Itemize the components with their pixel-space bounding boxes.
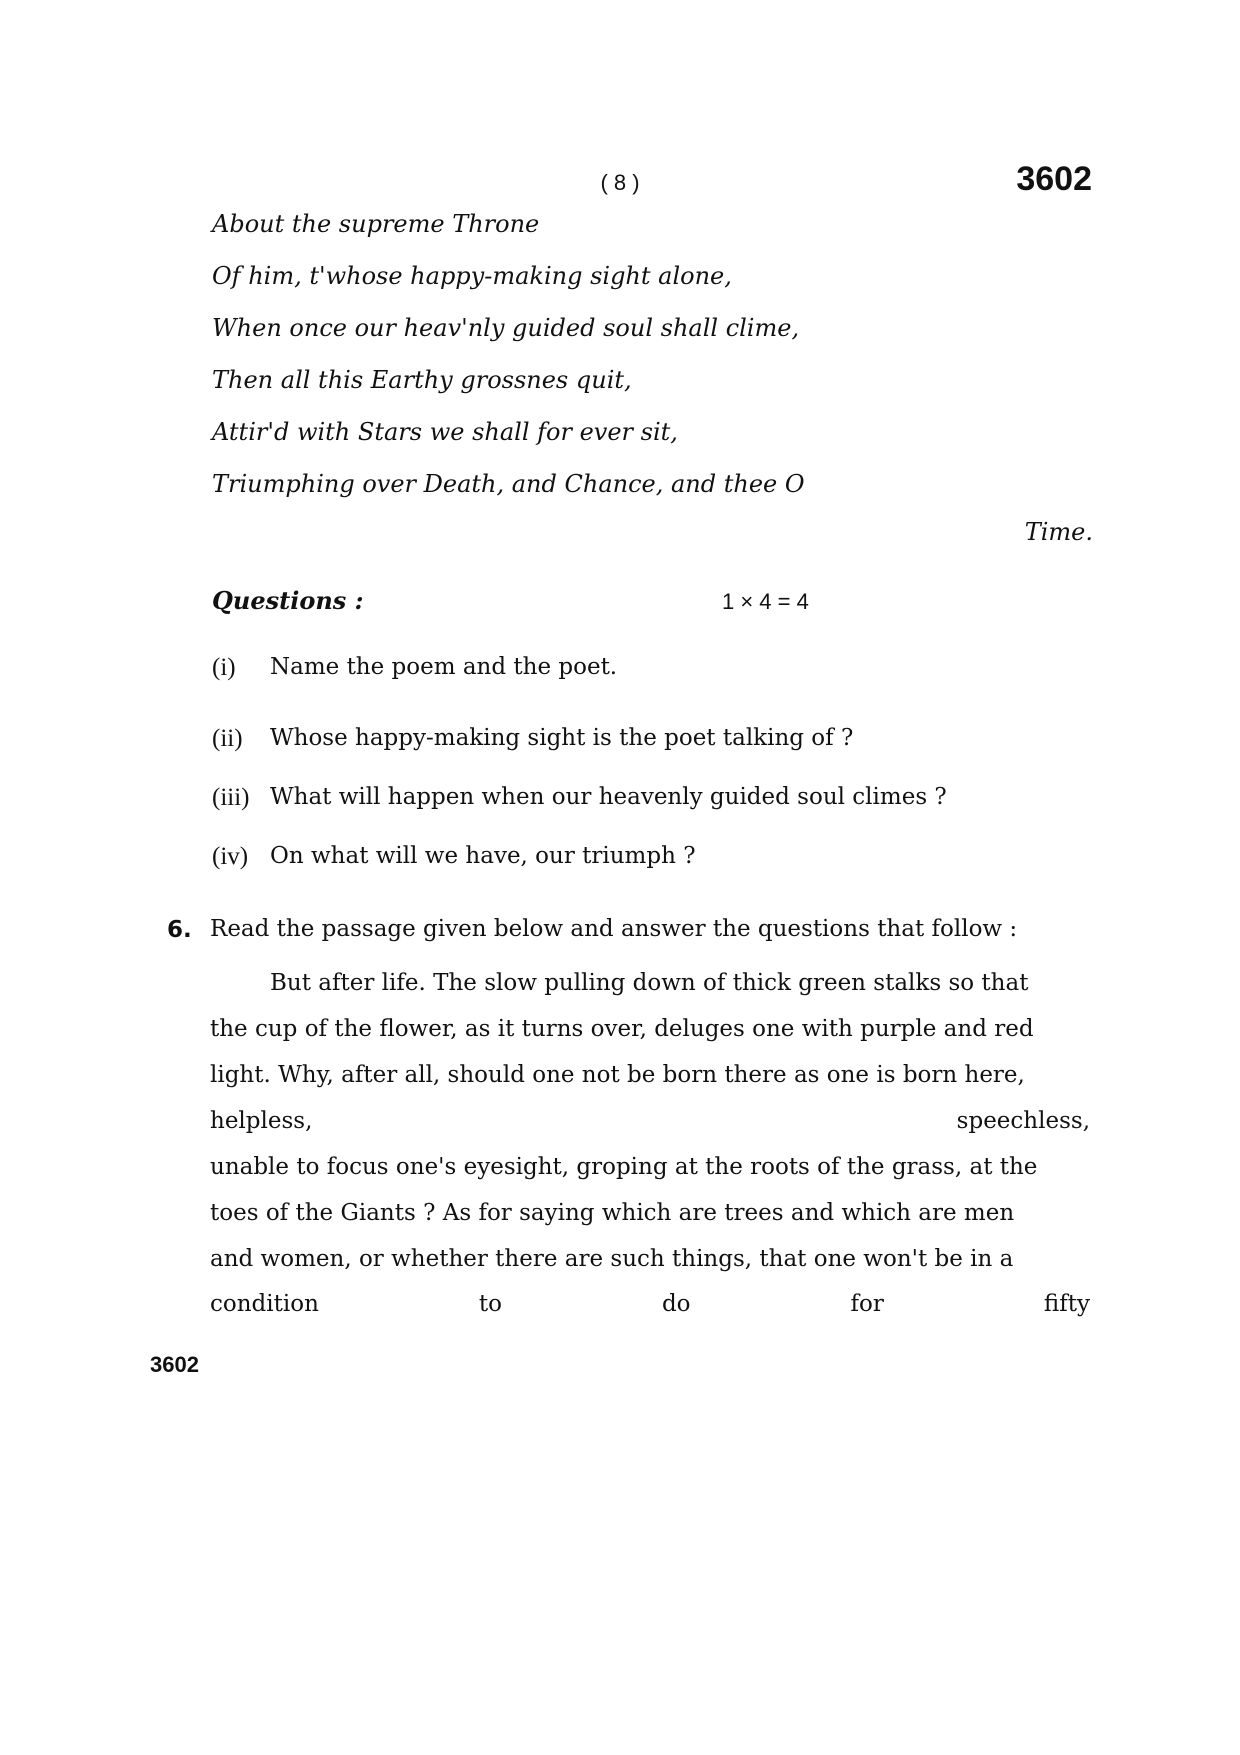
passage-line-spread bbox=[210, 1291, 1090, 1317]
poem-line: About the supreme Throne bbox=[212, 210, 540, 238]
poem-line: Attir'd with Stars we shall for ever sit, bbox=[212, 418, 678, 446]
poem-line: Of him, t'whose happy-making sight alone, bbox=[212, 262, 732, 290]
question-number: (iv) bbox=[212, 843, 249, 870]
passage-word: speechless, bbox=[956, 1108, 1090, 1134]
passage-line: light. Why, after all, should one not be born there as one is born here, bbox=[210, 1062, 1025, 1088]
question-number: (i) bbox=[212, 654, 236, 681]
question-6-instruction: Read the passage given below and answer the questions that follow : bbox=[210, 916, 1018, 942]
passage-line: and women, or whether there are such things, that one won't be in a bbox=[210, 1246, 1014, 1272]
passage-line: unable to focus one's eyesight, groping at the roots of the grass, at the bbox=[210, 1154, 1038, 1180]
question-6-number: 6. bbox=[167, 917, 192, 943]
passage-line-spread bbox=[210, 1108, 1090, 1134]
passage-word: helpless, bbox=[210, 1108, 313, 1134]
question-text: On what will we have, our triumph ? bbox=[270, 843, 696, 869]
poem-line-tail: Time. bbox=[1024, 518, 1093, 546]
paper-code-footer: 3602 bbox=[150, 1352, 199, 1377]
marks-allocation: 1 × 4 = 4 bbox=[722, 589, 809, 614]
passage-word: fifty bbox=[1043, 1291, 1090, 1317]
passage-word: do bbox=[661, 1291, 691, 1317]
questions-heading: Questions : bbox=[212, 586, 364, 615]
poem-line: Triumphing over Death, and Chance, and thee O bbox=[212, 470, 805, 498]
passage-line: the cup of the flower, as it turns over, deluges one with purple and red bbox=[210, 1016, 1034, 1042]
passage-line: toes of the Giants ? As for saying which are trees and which are men bbox=[210, 1200, 1015, 1226]
passage-word: for bbox=[850, 1291, 884, 1317]
poem-line: When once our heav'nly guided soul shall clime, bbox=[212, 314, 800, 342]
question-number: (iii) bbox=[212, 784, 250, 811]
passage-word: condition bbox=[210, 1291, 319, 1317]
question-text: Name the poem and the poet. bbox=[270, 654, 618, 680]
passage-word: to bbox=[478, 1291, 502, 1317]
question-text: Whose happy-making sight is the poet talking of ? bbox=[270, 725, 854, 751]
page-number: ( 8 ) bbox=[600, 170, 640, 195]
paper-code-header: 3602 bbox=[1016, 160, 1092, 198]
passage-line: But after life. The slow pulling down of thick green stalks so that bbox=[270, 970, 1029, 996]
question-number: (ii) bbox=[212, 725, 243, 752]
question-text: What will happen when our heavenly guided soul climes ? bbox=[270, 784, 947, 810]
poem-line: Then all this Earthy grossnes quit, bbox=[212, 366, 632, 394]
